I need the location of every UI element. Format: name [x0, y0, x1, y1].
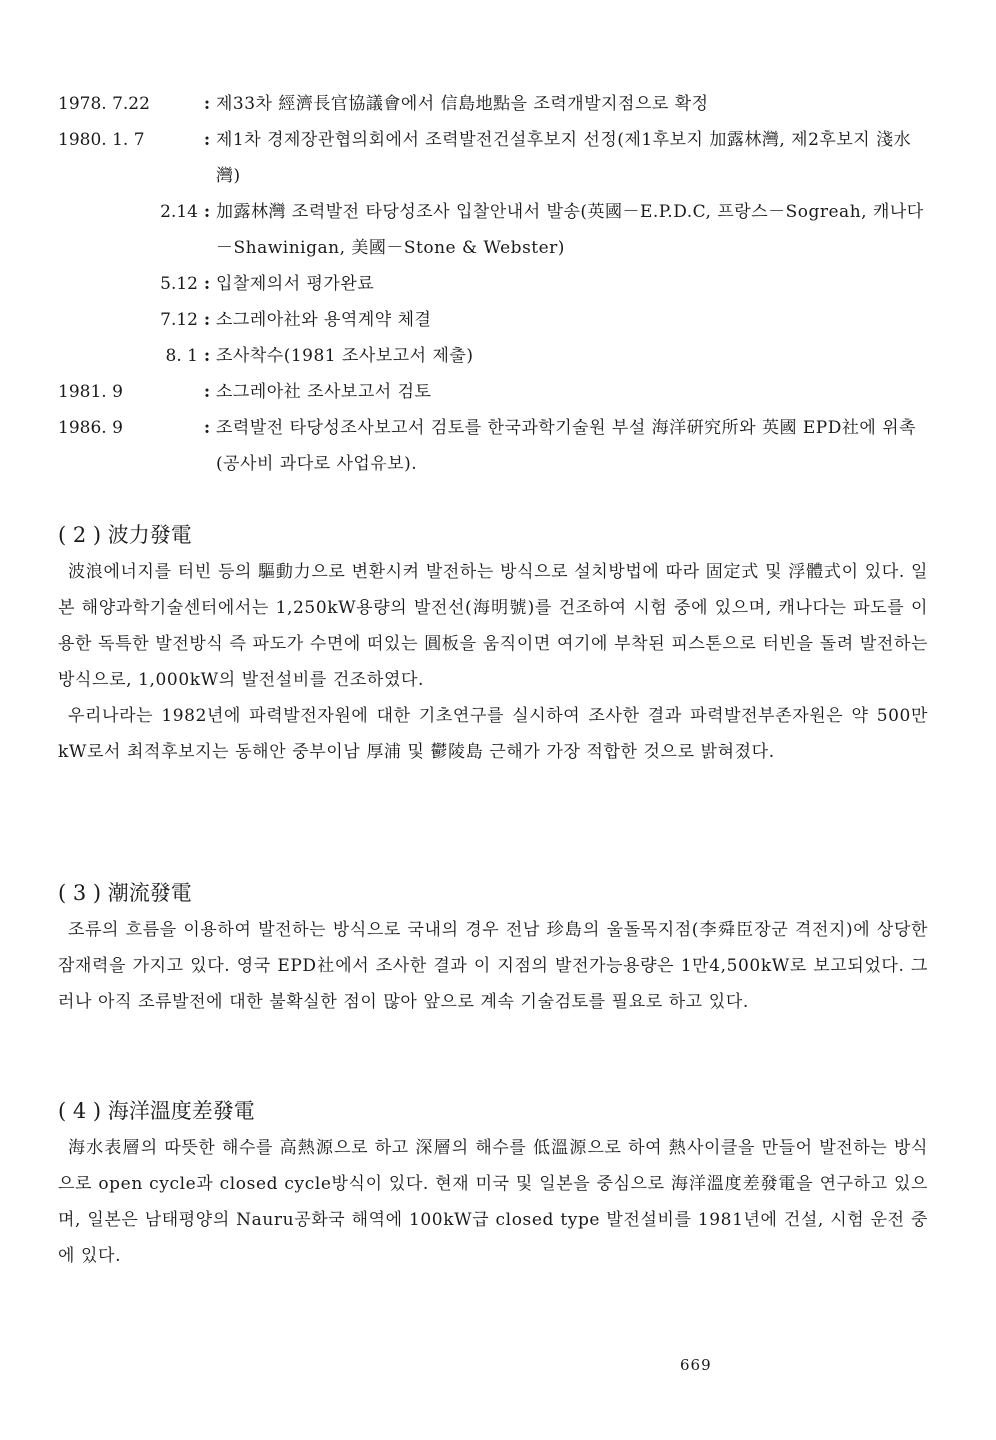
- timeline-text: 소그레아社와 용역계약 체결: [216, 310, 432, 330]
- timeline-colon: :: [203, 274, 211, 294]
- section-tidal-current-power: [58, 876, 928, 1020]
- timeline-entry: [58, 338, 928, 374]
- timeline-date: 1981. 9: [58, 382, 123, 402]
- section-body: [58, 554, 928, 770]
- timeline-colon: :: [203, 94, 211, 114]
- paragraph: 우리나라는 1982년에 파력발전자원에 대한 기초연구를 실시하여 조사한 결과 파력발전부존자원은 약 500만kW로서 최적후보지는 동해안 중부이남 厚浦 및 鬱陵島 근해가 가장 적합한 것으로 밝혀졌다.: [58, 706, 928, 762]
- timeline-entry: [58, 86, 928, 122]
- timeline-entry: [58, 410, 928, 482]
- timeline-entry: [58, 266, 928, 302]
- section-ocean-thermal-power: [58, 1094, 928, 1274]
- section-title: ( 2 ) 波力發電: [58, 523, 192, 547]
- timeline-colon: :: [203, 130, 211, 150]
- timeline-date: 1980. 1. 7: [58, 130, 145, 150]
- timeline-date: 2.14: [160, 202, 198, 222]
- timeline-entry: [58, 302, 928, 338]
- timeline-text: 加露林灣 조력발전 타당성조사 입찰안내서 발송(英國－E.P.D.C, 프랑스－Sogreah, 캐나다－Shawinigan, 美國－Stone & Webster): [216, 202, 924, 258]
- timeline-entry: [58, 194, 928, 266]
- section-title: ( 4 ) 海洋溫度差發電: [58, 1099, 255, 1123]
- timeline-text: 소그레아社 조사보고서 검토: [216, 382, 432, 402]
- timeline-entry: [58, 374, 928, 410]
- paragraph: 海水表層의 따뜻한 해수를 高熱源으로 하고 深層의 해수를 低溫源으로 하여 熱사이클을 만들어 발전하는 방식으로 open cycle과 closed cycle방식이 있다. 현재 미국 및 일본을 중심으로 海洋溫度差發電을 연구하고 있으며, 일본은 남태평양의 Nauru공화국 해역에 100kW급 closed type 발전설비를 1981년에 건설, 시험 운전 중에 있다.: [58, 1138, 928, 1266]
- page-number: 669: [680, 1356, 712, 1374]
- timeline-date: 1986. 9: [58, 418, 123, 438]
- timeline-entry: [58, 122, 928, 194]
- paragraph: 波浪에너지를 터빈 등의 驅動力으로 변환시켜 발전하는 방식으로 설치방법에 따라 固定式 및 浮體式이 있다. 일본 해양과학기술센터에서는 1,250kW용량의 발전선(海明號)를 건조하여 시험 중에 있으며, 캐나다는 파도를 이용한 독특한 발전방식 즉 파도가 수면에 떠있는 圓板을 움직이면 여기에 부착된 피스톤으로 터빈을 돌려 발전하는 방식으로, 1,000kW의 발전설비를 건조하였다.: [58, 562, 928, 690]
- section-wave-power: [58, 518, 928, 770]
- timeline-colon: :: [203, 310, 211, 330]
- section-title: ( 3 ) 潮流發電: [58, 881, 192, 905]
- timeline-text: 제33차 經濟長官協議會에서 信島地點을 조력개발지점으로 확정: [216, 94, 709, 114]
- timeline-date: 8. 1: [165, 346, 198, 366]
- timeline-text: 조력발전 타당성조사보고서 검토를 한국과학기술원 부설 海洋硏究所와 英國 EPD社에 위촉(공사비 과다로 사업유보).: [216, 418, 917, 474]
- timeline-colon: :: [203, 346, 211, 366]
- section-body: [58, 912, 928, 1020]
- timeline-text: 제1차 경제장관협의회에서 조력발전건설후보지 선정(제1후보지 加露林灣, 제2후보지 淺水灣): [216, 130, 912, 186]
- timeline-date: 5.12: [160, 274, 198, 294]
- timeline-colon: :: [203, 382, 211, 402]
- paragraph: 조류의 흐름을 이용하여 발전하는 방식으로 국내의 경우 전남 珍島의 울돌목지점(李舜臣장군 격전지)에 상당한 잠재력을 가지고 있다. 영국 EPD社에서 조사한 결과 이 지점의 발전가능용량은 1만4,500kW로 보고되었다. 그러나 아직 조류발전에 대한 불확실한 점이 많아 앞으로 계속 기술검토를 필요로 하고 있다.: [58, 920, 928, 1012]
- tidal-power-timeline: [58, 86, 928, 482]
- timeline-date: 1978. 7.22: [58, 94, 150, 114]
- timeline-text: 조사착수(1981 조사보고서 제출): [216, 346, 474, 366]
- timeline-colon: :: [203, 418, 211, 438]
- timeline-text: 입찰제의서 평가완료: [216, 274, 375, 294]
- section-body: [58, 1130, 928, 1274]
- timeline-colon: :: [203, 202, 211, 222]
- timeline-date: 7.12: [160, 310, 198, 330]
